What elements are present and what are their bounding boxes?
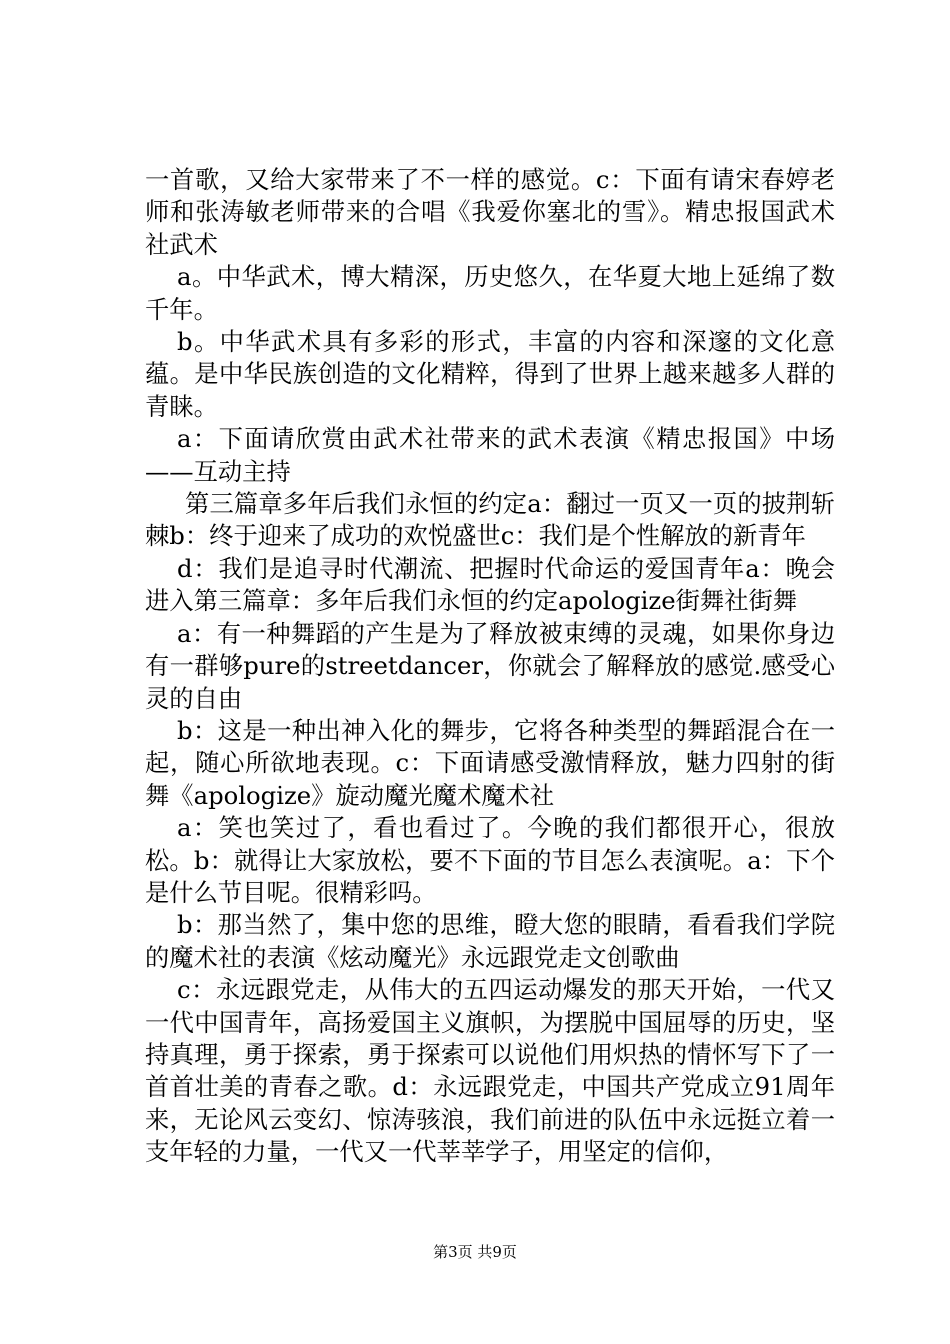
- paragraph-11: c：永远跟党走，从伟大的五四运动爆发的那天开始，一代又一代中国青年，高扬爱国主义旗帜，为摆脱中国屈辱的历史，坚持真理，勇于探索，勇于探索可以说他们用炽热的情怀写下了一首首壮美的青春之歌。d：永远跟党走，中国共产党成立91周年来，无论风云变幻、惊涛骇浪，我们前进的队伍中永远挺立着一支年轻的力量，一代又一代莘莘学子，用坚定的信仰，: [145, 975, 835, 1167]
- paragraph-6: d：我们是追寻时代潮流、把握时代命运的爱国青年a：晚会进入第三篇章：多年后我们永恒的约定apologize街舞社街舞: [145, 553, 835, 616]
- document-body: [145, 164, 835, 1169]
- paragraph-7: a：有一种舞蹈的产生是为了释放被束缚的灵魂，如果你身边有一群够pure的streetdancer，你就会了解释放的感觉.感受心灵的自由: [145, 618, 835, 713]
- paragraph-3: b。中华武术具有多彩的形式，丰富的内容和深邃的文化意蕴。是中华民族创造的文化精粹，得到了世界上越来越多人群的青睐。: [145, 327, 835, 421]
- paragraph-8: b：这是一种出神入化的舞步，它将各种类型的舞蹈混合在一起，随心所欲地表现。c：下面请感受激情释放，魅力四射的街舞《apologize》旋动魔光魔术魔术社: [145, 715, 835, 810]
- paragraph-4: a：下面请欣赏由武术社带来的武术表演《精忠报国》中场——互动主持: [145, 424, 835, 486]
- page-number-footer: 第3页 共9页: [433, 1243, 517, 1261]
- paragraph-10: b：那当然了，集中您的思维，瞪大您的眼睛，看看我们学院的魔术社的表演《炫动魔光》永远跟党走文创歌曲: [145, 910, 835, 972]
- paragraph-2: a。中华武术，博大精深，历史悠久，在华夏大地上延绵了数千年。: [145, 262, 835, 324]
- paragraph-5: 第三篇章多年后我们永恒的约定a：翻过一页又一页的披荆斩棘b：终于迎来了成功的欢悦盛世c：我们是个性解放的新青年: [145, 489, 835, 551]
- paragraph-9: a：笑也笑过了，看也看过了。今晚的我们都很开心，很放松。b：就得让大家放松，要不下面的节目怎么表演呢。a：下个是什么节目呢。很精彩吗。: [145, 813, 835, 907]
- paragraph-1: 一首歌，又给大家带来了不一样的感觉。c：下面有请宋春婷老师和张涛敏老师带来的合唱《我爱你塞北的雪》。精忠报国武术社武术: [145, 165, 835, 259]
